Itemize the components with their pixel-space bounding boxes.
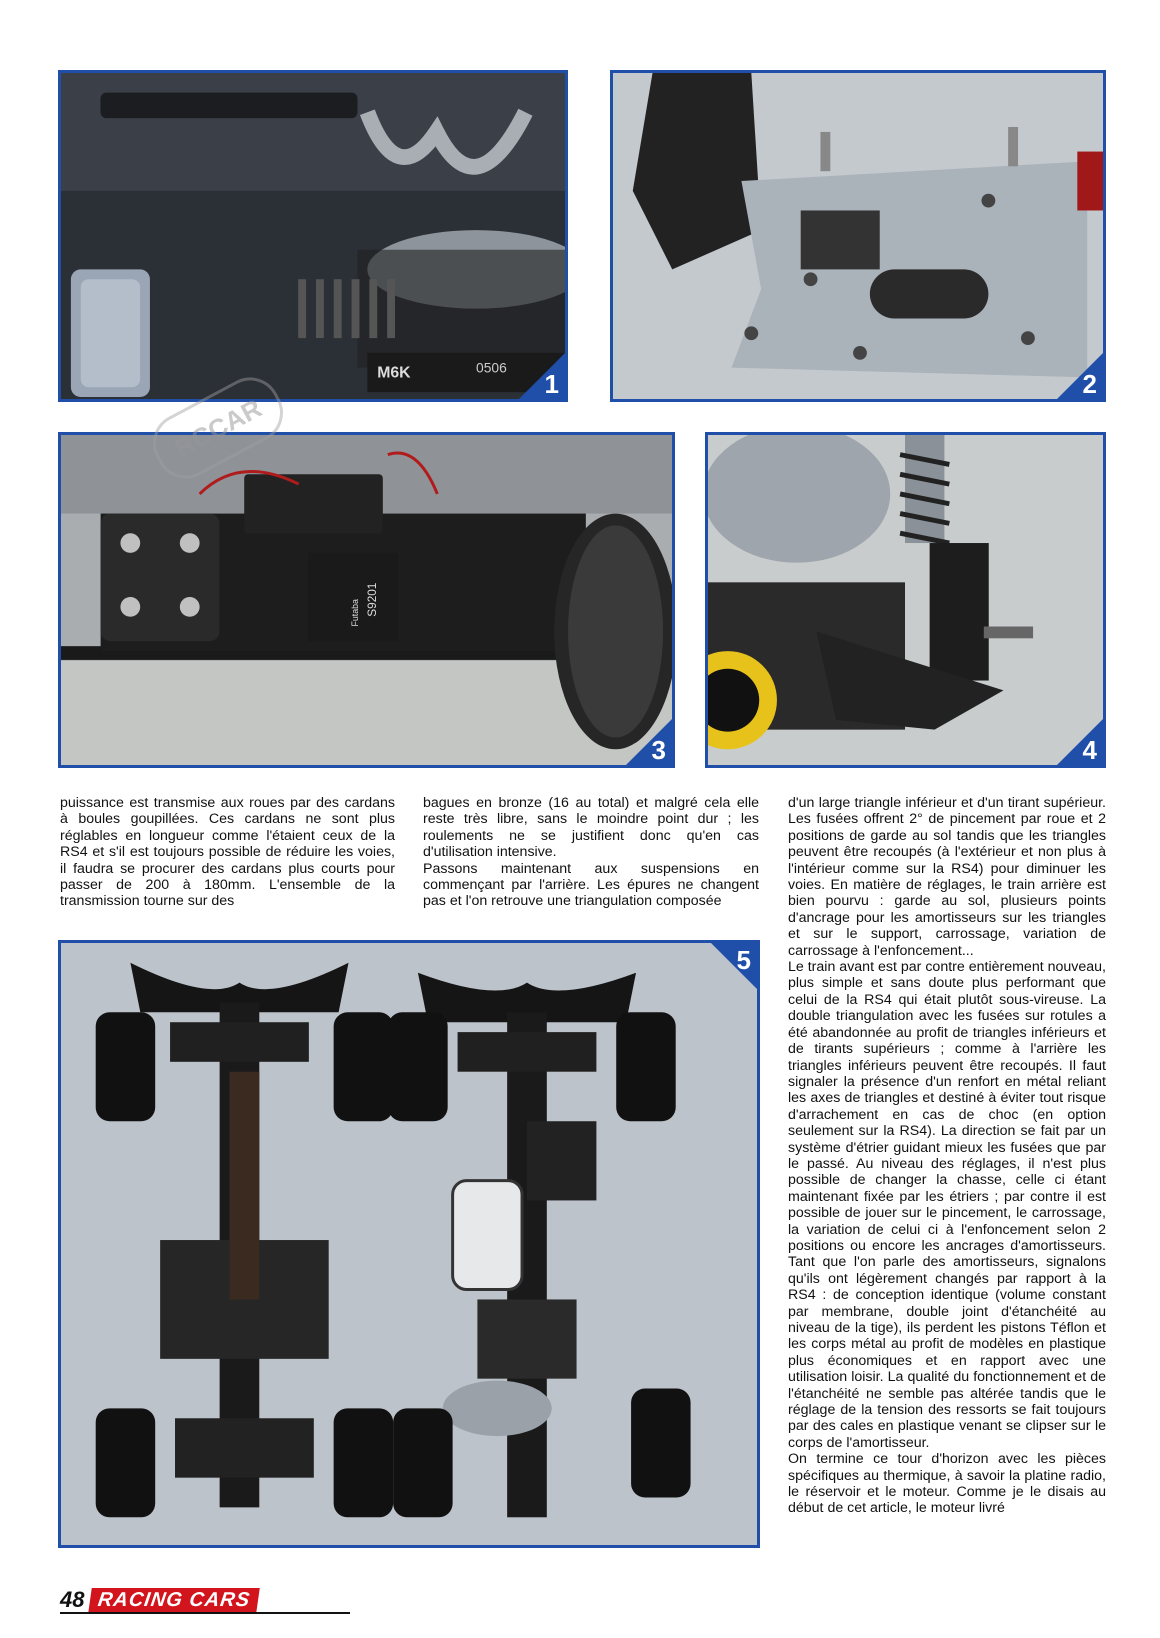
photo-2-number: 2 xyxy=(1082,369,1097,399)
page-number: 48 xyxy=(60,1587,85,1612)
photo-1-label-b: 0506 xyxy=(476,360,507,376)
text-column-right xyxy=(788,795,1106,1517)
page-footer xyxy=(60,1588,259,1612)
text-middle-paragraph-1: bagues en bronze (16 au total) et malgré cela elle reste très libre, sans le moindre point dur ; les roulements ne se justifient donc qu'en cas d'utilisation intensive. xyxy=(423,795,759,861)
photo-4-image xyxy=(708,435,1103,765)
photo-5 xyxy=(58,940,760,1548)
photo-1-image xyxy=(61,73,565,399)
footer-rule xyxy=(60,1612,350,1614)
text-right-paragraph-1: d'un large triangle inférieur et d'un tirant supérieur. Les fusées offrent 2° de pincement par roue et 2 positions de garde au sol tandis que les triangles peuvent être recoupés (à l'extérieur et non plus à l'intérieur comme sur la RS4) pour diminuer les voies. En matière de réglages, le train arrière est bien pourvu : garde au sol, plusieurs points d'ancrage pour les amortisseurs sur les triangles et sur le support, carrossage, variation de carrossage à l'enfoncement... xyxy=(788,795,1106,959)
photo-4 xyxy=(705,432,1106,768)
text-right-paragraph-2: Le train avant est par contre entièrement nouveau, plus simple et sans doute plus performant que celui de la RS4 qui était plutôt sous-vireuse. La double triangulation avec les fusées sur rotules a été abandonnée au profit de triangles inférieurs et de tirants supérieurs ; comme à l'arrière les triangles inférieurs peuvent être recoupés. Il faut signaler la présence d'un renfort en métal reliant les axes de triangles et destiné à éviter tout risque d'arrachement en cas de choc (en option seulement sur la RS4). La direction se fait par un système d'étrier guidant mieux les fusées que par le passé. Au niveau des réglages, il n'est plus possible de changer la chasse, celle ci étant maintenant fixée par les étriers ; par contre il est possible de jouer sur le pincement, le carrossage, la variation de celui ci à l'enfoncement selon 2 positions ou encore les ancrages d'amortisseurs. Tant que l'on parle des amortisseurs, signalons qu'ils ont légèrement changés par rapport à la RS4 : de conception identique (volume constant par membrane, double joint d'étanchéité au niveau de la tige), ils perdent les pistons Téflon et les corps métal au profit de modèles en plastique plus économiques et en rapport avec une utilisation loisir. La qualité du fonctionnement et de l'étanchéité ne semble pas altérée tandis que le réglage de la tension des ressorts se fait toujours par des cales en plastique venant se clipser sur le corps de l'amortisseur. xyxy=(788,959,1106,1451)
text-right-paragraph-3: On termine ce tour d'horizon avec les pièces spécifiques au thermique, à savoir la platine radio, le réservoir et le moteur. Comme je le disais au début de cet article, le moteur livré xyxy=(788,1451,1106,1517)
photo-3-servo-label: S9201 xyxy=(364,582,379,617)
text-left-paragraph: puissance est transmise aux roues par des cardans à boules goupillées. Ces cardans ne sont plus réglables en longueur comme l'étaient ceux de la RS4 et s'il est toujours possible de réduire les voies, il faudra se procurer des cardans plus courts pour passer de 200 à 180mm. L'ensemble de la transmission tourne sur des xyxy=(60,795,395,910)
photo-5-image xyxy=(61,943,757,1545)
text-column-middle xyxy=(423,795,759,910)
text-middle-paragraph-2: Passons maintenant aux suspensions en commençant par l'arrière. Les épures ne changent pas et l'on retrouve une triangulation composée xyxy=(423,860,759,910)
photo-2 xyxy=(610,70,1106,402)
photo-3-image xyxy=(61,435,672,765)
photo-4-number: 4 xyxy=(1082,735,1097,765)
photo-3 xyxy=(58,432,675,768)
watermark-text: RCCAR xyxy=(169,392,267,463)
photo-2-image xyxy=(613,73,1103,399)
photo-1-label-a: M6K xyxy=(377,364,411,382)
photo-1-number: 1 xyxy=(544,369,559,399)
magazine-logo: RACING CARS xyxy=(89,1588,261,1613)
photo-3-number: 3 xyxy=(651,735,666,765)
photo-3-brand-label: Futaba xyxy=(350,599,361,627)
photo-1 xyxy=(58,70,568,402)
photo-5-number: 5 xyxy=(736,945,751,975)
text-column-left xyxy=(60,795,395,910)
